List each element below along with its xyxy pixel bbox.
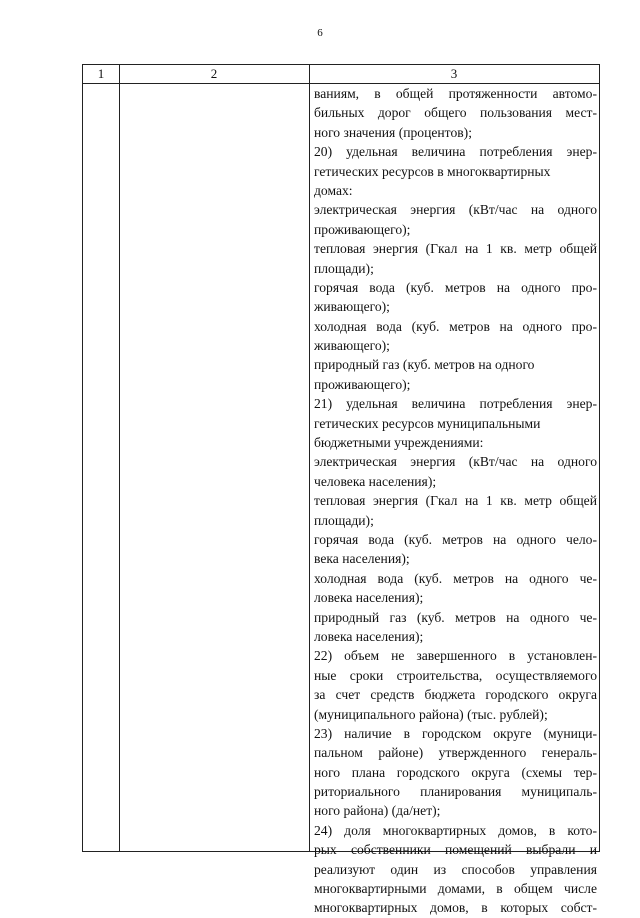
- text-line: тепловая энергия (Гкал на 1 кв. метр общей: [314, 241, 597, 257]
- text-line: ные сроки строительства, осуществляемого: [314, 667, 597, 683]
- text-line: живающего);: [314, 338, 390, 354]
- header-col-2: 2: [210, 66, 218, 81]
- text-line: проживающего);: [314, 376, 411, 392]
- text-line: живающего);: [314, 299, 390, 315]
- text-line: горячая вода (куб. метров на одного чело-: [314, 531, 597, 547]
- text-line: электрическая энергия (кВт/час на одного: [314, 454, 597, 470]
- text-line: ловека населения);: [314, 590, 424, 606]
- text-line: рых собственники помещений выбрали и: [314, 842, 597, 858]
- text-line: многоквартирных домов, в которых собст-: [314, 900, 597, 916]
- text-line: домах:: [314, 182, 353, 198]
- column-divider-2: [309, 65, 310, 851]
- text-line: 23) наличие в городском округе (муници-: [314, 725, 597, 741]
- text-line: бильных дорог общего пользования мест-: [314, 105, 597, 121]
- text-line: площади);: [314, 512, 374, 528]
- text-line: за счет средств бюджета городского округа: [314, 687, 597, 703]
- column-3-text: [314, 84, 597, 918]
- text-line: площади);: [314, 260, 374, 276]
- text-line: многоквартирными домами, в общем числе: [314, 881, 597, 897]
- text-line: ного значения (процентов);: [314, 124, 472, 140]
- text-line: (муниципального района) (тыс. рублей);: [314, 706, 548, 722]
- text-line: природный газ (куб. метров на одного: [314, 357, 535, 373]
- text-line: человека населения);: [314, 473, 437, 489]
- text-line: проживающего);: [314, 221, 411, 237]
- header-col-1: 1: [97, 66, 105, 81]
- text-line: бюджетными учреждениями:: [314, 435, 484, 451]
- text-line: 20) удельная величина потребления энер-: [314, 144, 597, 160]
- text-line: пальном районе) утвержденного генераль-: [314, 745, 597, 761]
- text-line: холодная вода (куб. метров на одного про-: [314, 318, 597, 334]
- page-number: 6: [317, 27, 323, 39]
- document-table: [82, 64, 600, 916]
- text-line: ваниям, в общей протяженности автомо-: [314, 86, 597, 101]
- text-line: природный газ (куб. метров на одного че-: [314, 609, 597, 625]
- text-line: 24) доля многоквартирных домов, в кото-: [314, 822, 597, 838]
- text-line: электрическая энергия (кВт/час на одного: [314, 202, 597, 218]
- text-line: горячая вода (куб. метров на одного про-: [314, 279, 597, 295]
- text-line: тепловая энергия (Гкал на 1 кв. метр общей: [314, 493, 597, 509]
- text-line: холодная вода (куб. метров на одного че-: [314, 570, 597, 586]
- text-line: века населения);: [314, 551, 410, 567]
- text-line: реализуют один из способов управления: [314, 861, 597, 877]
- text-line: 22) объем не завершенного в установлен-: [314, 648, 597, 664]
- text-line: ного района) (да/нет);: [314, 803, 441, 819]
- column-divider-1: [119, 65, 120, 851]
- text-line: гетических ресурсов муниципальными: [314, 415, 541, 431]
- text-line: 21) удельная величина потребления энер-: [314, 396, 597, 412]
- table-header-row: [83, 65, 599, 84]
- text-line: гетических ресурсов в многоквартирных: [314, 163, 551, 179]
- header-col-3: 3: [450, 66, 458, 81]
- text-line: риториального планирования муниципаль-: [314, 784, 597, 800]
- text-line: ловека населения);: [314, 628, 424, 644]
- text-line: ного плана городского округа (схемы тер-: [314, 764, 597, 780]
